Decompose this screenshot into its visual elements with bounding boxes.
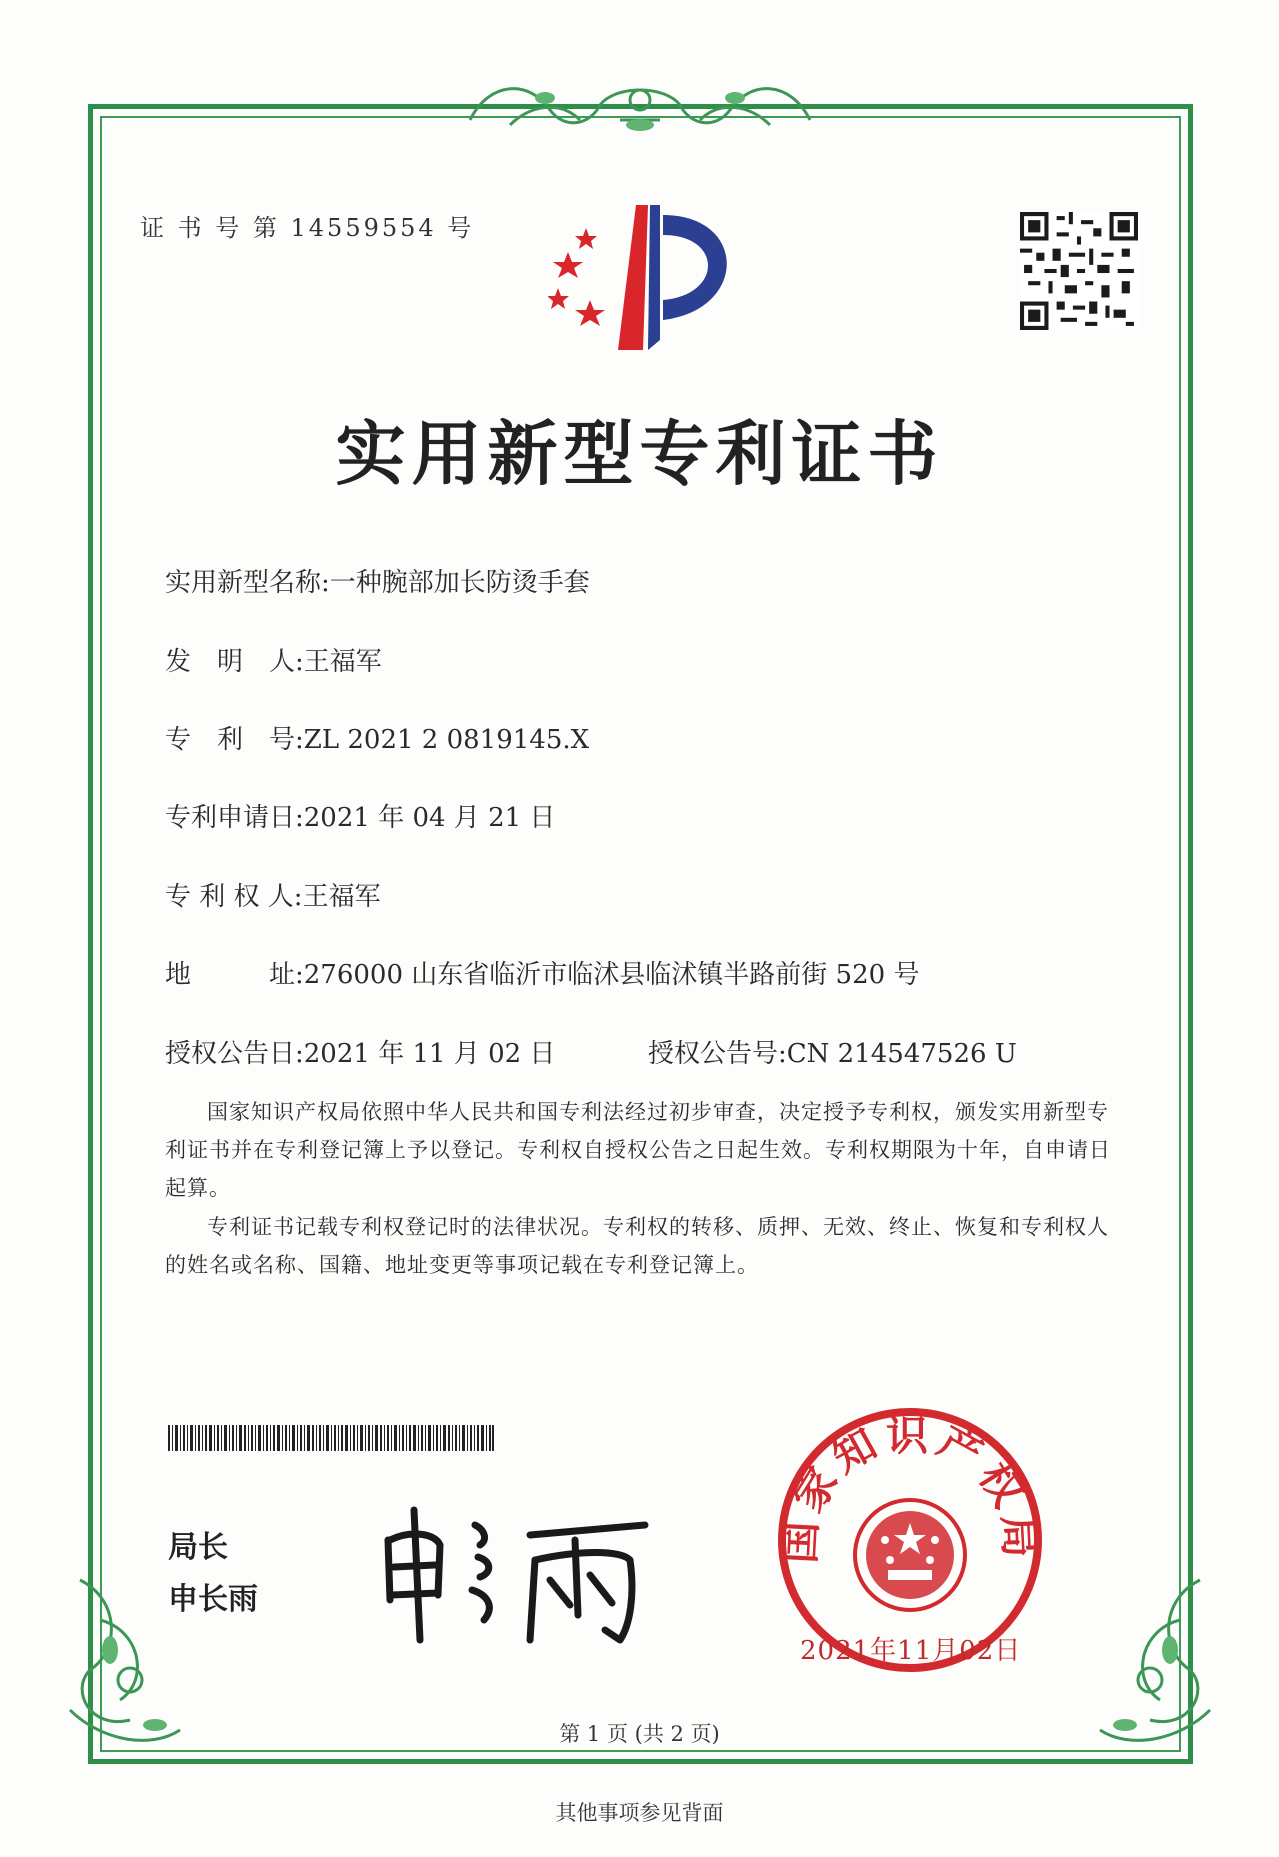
footer-note: 其他事项参见背面 [555, 1801, 724, 1825]
apply-date-value: 2021 年 04 月 21 日 [303, 803, 556, 833]
grant-number-row [648, 1033, 1017, 1070]
qr-code-icon [1020, 212, 1138, 330]
seal-text: 国家知识产权局 [774, 1411, 1046, 1565]
grant-date-label: 授权公告日: [165, 1039, 304, 1069]
grant-statement-paragraph: 国家知识产权局依照中华人民共和国专利法经过初步审查，决定授予专利权，颁发实用新型专利证书并在专利登记簿上予以登记。专利权自授权公告之日起生效。专利权期限为十年，自申请日起算。 [165, 1100, 1111, 1200]
top-ornament-icon [450, 70, 830, 140]
apply-date-label: 专利申请日: [165, 803, 304, 833]
patent-number-label: 专 利 号: [165, 725, 304, 755]
inventor-label: 发 明 人: [165, 647, 304, 677]
patentee-label: 专 利 权 人: [165, 882, 303, 912]
patent-number-row [165, 719, 589, 756]
handwritten-signature-icon [380, 1495, 650, 1645]
certificate-title: 实用新型专利证书 [335, 412, 944, 495]
patentee-row [165, 876, 381, 913]
address-label: 地 址: [165, 960, 304, 990]
grant-date-value: 2021 年 11 月 02 日 [303, 1039, 556, 1069]
certificate-number: 证 书 号 第 14559554 号 [140, 214, 475, 242]
inventor-row [165, 641, 382, 678]
cnipa-logo-icon [548, 200, 748, 360]
model-name-label: 实用新型名称: [165, 568, 330, 598]
seal-date: 2021年11月02日 [800, 1636, 1022, 1666]
grant-number-label: 授权公告号: [648, 1039, 787, 1069]
address-value: 276000 山东省临沂市临沭县临沭镇半路前街 520 号 [303, 960, 920, 990]
grant-number-value: CN 214547526 U [786, 1039, 1017, 1069]
director-name: 申长雨 [168, 1582, 258, 1617]
address-row [165, 954, 919, 991]
director-title: 局长 [168, 1530, 228, 1565]
apply-date-row [165, 797, 555, 834]
patent-number-value: ZL 2021 2 0819145.X [303, 725, 590, 755]
model-name-value: 一种腕部加长防烫手套 [329, 568, 590, 598]
page-number: 第 1 页 (共 2 页) [559, 1722, 720, 1746]
legal-status-paragraph: 专利证书记载专利权登记时的法律状况。专利权的转移、质押、无效、终止、恢复和专利权人的姓名或名称、国籍、地址变更等事项记载在专利登记簿上。 [165, 1215, 1109, 1277]
grant-date-row [165, 1033, 555, 1070]
inventor-value: 王福军 [303, 647, 382, 677]
model-name-row [165, 562, 590, 599]
barcode-icon [168, 1425, 494, 1451]
patentee-value: 王福军 [302, 882, 381, 912]
